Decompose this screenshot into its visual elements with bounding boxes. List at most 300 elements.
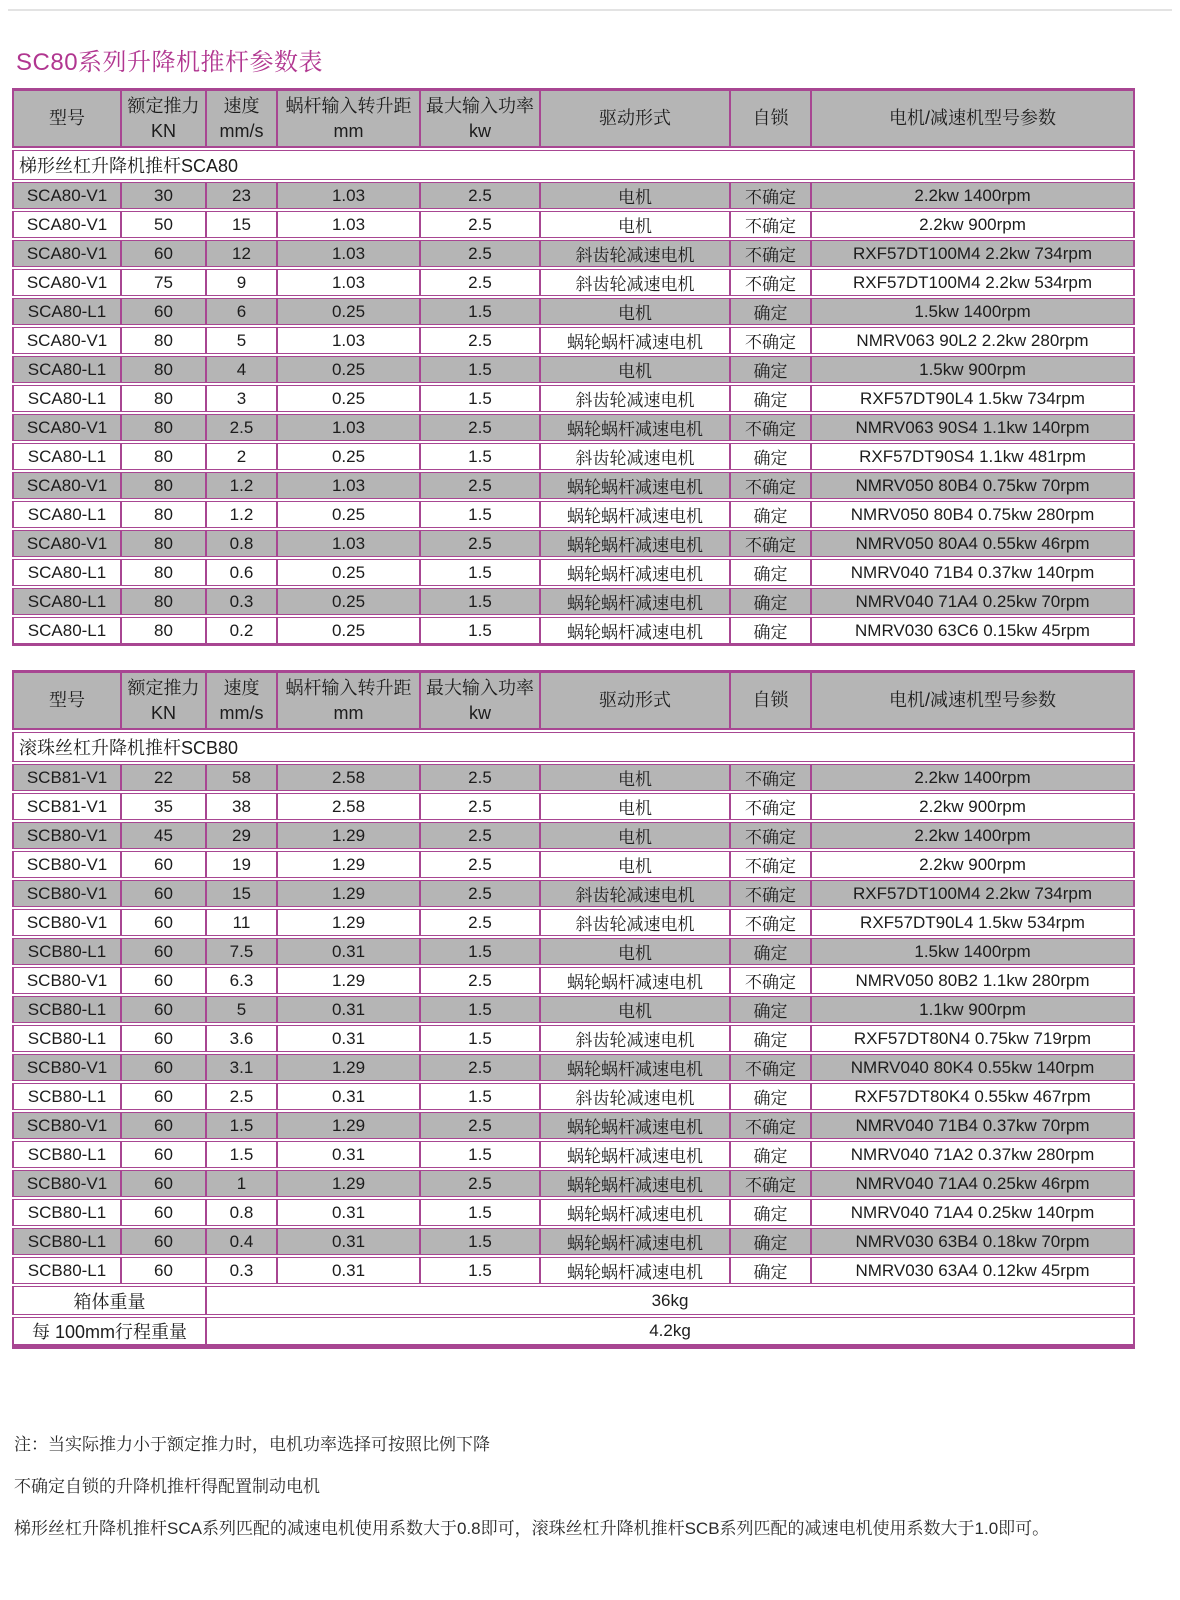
table-cell: 2.5: [420, 414, 540, 441]
table-cell: 5: [206, 996, 277, 1023]
table-cell: 斜齿轮减速电机: [540, 880, 730, 907]
table-cell: 确定: [730, 356, 811, 383]
table-cell: 蜗轮蜗杆减速电机: [540, 530, 730, 557]
table-cell: NMRV030 63B4 0.18kw 70rpm: [811, 1228, 1135, 1255]
table-row: [12, 1257, 1135, 1284]
table-cell: SCA80-L1: [12, 559, 121, 586]
table-cell: SCB80-V1: [12, 851, 121, 878]
table-row: [12, 356, 1135, 383]
table-cell: 2.5: [420, 1112, 540, 1139]
note-line: 梯形丝杠升降机推杆SCA系列匹配的减速电机使用系数大于0.8即可，滚珠丝杠升降机推杆SCB系列匹配的减速电机使用系数大于1.0即可。: [14, 1518, 1050, 1538]
table-cell: 确定: [730, 1257, 811, 1284]
table-cell: 确定: [730, 588, 811, 615]
table-cell: 0.25: [277, 559, 420, 586]
table-row: [12, 1025, 1135, 1052]
table-cell: 80: [121, 559, 206, 586]
header-row: [12, 670, 1135, 730]
table-cell: 2.5: [420, 1054, 540, 1081]
table-cell: 80: [121, 501, 206, 528]
table-cell: 0.25: [277, 356, 420, 383]
table-cell: 11: [206, 909, 277, 936]
column-label: 自锁: [752, 108, 789, 129]
table-cell: 1.5: [206, 1112, 277, 1139]
table-cell: 不确定: [730, 182, 811, 209]
table-row: [12, 588, 1135, 615]
table-cell: 4: [206, 356, 277, 383]
table-row: [12, 1112, 1135, 1139]
table-cell: SCA80-L1: [12, 298, 121, 325]
table-cell: 60: [121, 967, 206, 994]
table-cell: 1.29: [277, 1170, 420, 1197]
table-cell: 1.5: [420, 617, 540, 646]
column-label: 电机/减速机型号参数: [888, 108, 1056, 129]
table-cell: 确定: [730, 559, 811, 586]
column-label: 驱动形式: [599, 108, 671, 129]
table-cell: 不确定: [730, 851, 811, 878]
table-cell: 1: [206, 1170, 277, 1197]
table-cell: NMRV040 71B4 0.37kw 70rpm: [811, 1112, 1135, 1139]
table-cell: 1.5: [420, 501, 540, 528]
table-cell: SCA80-V1: [12, 414, 121, 441]
column-label: 速度: [223, 678, 260, 699]
table-cell: SCB81-V1: [12, 764, 121, 791]
notes: [14, 1430, 1164, 1555]
table-cell: 60: [121, 1112, 206, 1139]
column-unit: KN: [150, 120, 176, 141]
table-cell: 蜗轮蜗杆减速电机: [540, 1199, 730, 1226]
table-cell: 60: [121, 1199, 206, 1226]
table-cell: SCA80-L1: [12, 501, 121, 528]
table-cell: 1.1kw 900rpm: [811, 996, 1135, 1023]
table-cell: NMRV040 71B4 0.37kw 140rpm: [811, 559, 1135, 586]
table-cell: 确定: [730, 1228, 811, 1255]
tables-container: [12, 86, 1137, 1371]
table-cell: 6.3: [206, 967, 277, 994]
table-cell: SCB80-V1: [12, 880, 121, 907]
table-cell: 0.3: [206, 1257, 277, 1284]
table-cell: 1.5: [420, 996, 540, 1023]
table-cell: 1.03: [277, 327, 420, 354]
table-cell: 2.5: [420, 793, 540, 820]
table-cell: 12: [206, 240, 277, 267]
table-row: [12, 472, 1135, 499]
table-cell: 1.2: [206, 472, 277, 499]
table-cell: 29: [206, 822, 277, 849]
table-cell: 0.31: [277, 1141, 420, 1168]
table-cell: SCA80-L1: [12, 588, 121, 615]
table-cell: SCB80-V1: [12, 1054, 121, 1081]
table-cell: 不确定: [730, 1112, 811, 1139]
column-header-4: [420, 670, 540, 730]
table-cell: 确定: [730, 443, 811, 470]
column-header-2: [206, 88, 277, 148]
table-cell: 确定: [730, 1083, 811, 1110]
table-cell: RXF57DT90S4 1.1kw 481rpm: [811, 443, 1135, 470]
column-header-7: [811, 88, 1135, 148]
table-cell: 不确定: [730, 764, 811, 791]
table-cell: 3.1: [206, 1054, 277, 1081]
table-cell: 1.5: [420, 356, 540, 383]
table-cell: RXF57DT100M4 2.2kw 734rpm: [811, 880, 1135, 907]
table-row: [12, 938, 1135, 965]
table-cell: 蜗轮蜗杆减速电机: [540, 967, 730, 994]
table-cell: 1.5: [420, 1228, 540, 1255]
table-cell: NMRV063 90S4 1.1kw 140rpm: [811, 414, 1135, 441]
table-cell: 蜗轮蜗杆减速电机: [540, 327, 730, 354]
table-cell: 2.5: [206, 1083, 277, 1110]
table-cell: 不确定: [730, 967, 811, 994]
table-cell: 80: [121, 414, 206, 441]
table-row: [12, 385, 1135, 412]
footer-value: 36kg: [206, 1286, 1135, 1315]
table-cell: 7.5: [206, 938, 277, 965]
table-cell: 1.29: [277, 1112, 420, 1139]
column-unit: kw: [469, 120, 491, 141]
column-label: 额定推力: [127, 678, 200, 699]
table-cell: 不确定: [730, 793, 811, 820]
top-rule: [8, 9, 1172, 11]
table-cell: 60: [121, 938, 206, 965]
table-cell: SCB80-L1: [12, 1199, 121, 1226]
table-cell: 不确定: [730, 269, 811, 296]
table-cell: 电机: [540, 356, 730, 383]
table-cell: 2.5: [420, 182, 540, 209]
table-cell: 2.5: [420, 967, 540, 994]
table-cell: 蜗轮蜗杆减速电机: [540, 1141, 730, 1168]
table-cell: NMRV030 63A4 0.12kw 45rpm: [811, 1257, 1135, 1284]
column-header-4: [420, 88, 540, 148]
table-cell: SCB80-L1: [12, 1025, 121, 1052]
table-cell: 2.2kw 1400rpm: [811, 822, 1135, 849]
table-cell: 1.29: [277, 851, 420, 878]
table-cell: 0.31: [277, 1199, 420, 1226]
column-header-3: [277, 670, 420, 730]
column-header-1: [121, 670, 206, 730]
table-cell: 斜齿轮减速电机: [540, 385, 730, 412]
header-row: [12, 88, 1135, 148]
column-label: 型号: [49, 108, 85, 129]
table-row: [12, 967, 1135, 994]
table-cell: 22: [121, 764, 206, 791]
table-cell: NMRV050 80B4 0.75kw 280rpm: [811, 501, 1135, 528]
table-cell: NMRV040 71A4 0.25kw 140rpm: [811, 1199, 1135, 1226]
table-row: [12, 443, 1135, 470]
table-cell: SCA80-L1: [12, 356, 121, 383]
table-cell: 2.5: [420, 909, 540, 936]
table-cell: 0.25: [277, 617, 420, 646]
table-cell: SCA80-V1: [12, 472, 121, 499]
table-cell: NMRV040 71A4 0.25kw 46rpm: [811, 1170, 1135, 1197]
table-row: [12, 617, 1135, 646]
column-label: 额定推力: [127, 96, 200, 117]
table-cell: 1.5: [420, 559, 540, 586]
table-cell: 确定: [730, 938, 811, 965]
table-cell: 不确定: [730, 1054, 811, 1081]
table-cell: 60: [121, 1170, 206, 1197]
table-cell: 1.03: [277, 240, 420, 267]
column-unit: KN: [150, 702, 176, 723]
table-cell: 电机: [540, 298, 730, 325]
table-row: [12, 327, 1135, 354]
table-cell: 2.5: [420, 327, 540, 354]
table-cell: 蜗轮蜗杆减速电机: [540, 1054, 730, 1081]
table-cell: 2.5: [420, 822, 540, 849]
table-cell: 60: [121, 1257, 206, 1284]
table-cell: 0.8: [206, 530, 277, 557]
column-label: 驱动形式: [599, 690, 671, 711]
table-cell: 不确定: [730, 880, 811, 907]
table-cell: 蜗轮蜗杆减速电机: [540, 1228, 730, 1255]
table-cell: 电机: [540, 851, 730, 878]
table-cell: 2.5: [420, 530, 540, 557]
footer-row: [12, 1286, 1135, 1315]
table-cell: 0.6: [206, 559, 277, 586]
table-row: [12, 851, 1135, 878]
table-cell: 不确定: [730, 822, 811, 849]
column-header-6: [730, 670, 811, 730]
table-cell: 0.31: [277, 1257, 420, 1284]
note-line: 不确定自锁的升降机推杆得配置制动电机: [14, 1476, 320, 1496]
column-label: 型号: [49, 690, 85, 711]
table-cell: 1.5: [420, 298, 540, 325]
table-cell: 50: [121, 211, 206, 238]
table-cell: SCB80-L1: [12, 1228, 121, 1255]
table-cell: 80: [121, 617, 206, 646]
table-cell: 0.2: [206, 617, 277, 646]
table-row: [12, 298, 1135, 325]
column-header-2: [206, 670, 277, 730]
table-cell: 确定: [730, 298, 811, 325]
table-cell: 电机: [540, 938, 730, 965]
table-cell: 60: [121, 1083, 206, 1110]
table-cell: 1.5: [420, 938, 540, 965]
table-cell: 1.5: [420, 1141, 540, 1168]
table-cell: 2.2kw 900rpm: [811, 211, 1135, 238]
table-cell: 斜齿轮减速电机: [540, 909, 730, 936]
table-cell: 2.58: [277, 793, 420, 820]
table-cell: NMRV040 71A2 0.37kw 280rpm: [811, 1141, 1135, 1168]
table-cell: 1.03: [277, 414, 420, 441]
table-row: [12, 559, 1135, 586]
table-cell: 1.29: [277, 967, 420, 994]
table-cell: SCA80-V1: [12, 269, 121, 296]
table-cell: 确定: [730, 501, 811, 528]
table-cell: 确定: [730, 1141, 811, 1168]
table-cell: 0.8: [206, 1199, 277, 1226]
table-cell: 蜗轮蜗杆减速电机: [540, 472, 730, 499]
table-cell: 蜗轮蜗杆减速电机: [540, 1170, 730, 1197]
table-cell: 60: [121, 1228, 206, 1255]
table-cell: SCB80-L1: [12, 938, 121, 965]
table-cell: 不确定: [730, 240, 811, 267]
table-row: [12, 414, 1135, 441]
table-cell: 45: [121, 822, 206, 849]
table-cell: 1.03: [277, 211, 420, 238]
column-header-6: [730, 88, 811, 148]
table-cell: 蜗轮蜗杆减速电机: [540, 559, 730, 586]
table-cell: 1.5: [420, 1083, 540, 1110]
table-row: [12, 1228, 1135, 1255]
spec-table-sca80: [12, 86, 1135, 648]
column-header-7: [811, 670, 1135, 730]
table-cell: SCB80-V1: [12, 967, 121, 994]
table-cell: 不确定: [730, 472, 811, 499]
table-cell: 1.03: [277, 530, 420, 557]
table-cell: 电机: [540, 182, 730, 209]
column-header-5: [540, 88, 730, 148]
table-cell: 1.2: [206, 501, 277, 528]
section-title: 梯形丝杠升降机推杆SCA80: [12, 150, 1135, 180]
table-cell: 3: [206, 385, 277, 412]
table-cell: 斜齿轮减速电机: [540, 1025, 730, 1052]
column-header-3: [277, 88, 420, 148]
column-unit: mm: [333, 120, 364, 141]
note-line: 注：当实际推力小于额定推力时，电机功率选择可按照比例下降: [14, 1435, 490, 1454]
table-row: [12, 996, 1135, 1023]
table-row: [12, 880, 1135, 907]
table-cell: 1.29: [277, 822, 420, 849]
table-cell: 75: [121, 269, 206, 296]
table-cell: 80: [121, 588, 206, 615]
table-cell: 0.31: [277, 1025, 420, 1052]
table-cell: 2.2kw 900rpm: [811, 793, 1135, 820]
table-cell: 确定: [730, 996, 811, 1023]
table-cell: SCA80-V1: [12, 327, 121, 354]
table-cell: 9: [206, 269, 277, 296]
table-cell: 15: [206, 211, 277, 238]
table-cell: 确定: [730, 1199, 811, 1226]
table-cell: 蜗轮蜗杆减速电机: [540, 588, 730, 615]
table-cell: NMRV063 90L2 2.2kw 280rpm: [811, 327, 1135, 354]
column-unit: mm/s: [219, 702, 264, 723]
table-cell: 确定: [730, 385, 811, 412]
table-cell: 60: [121, 1141, 206, 1168]
section-title: 滚珠丝杠升降机推杆SCB80: [12, 732, 1135, 762]
table-cell: 80: [121, 327, 206, 354]
table-cell: RXF57DT80K4 0.55kw 467rpm: [811, 1083, 1135, 1110]
table-cell: 电机: [540, 793, 730, 820]
table-row: [12, 1054, 1135, 1081]
table-row: [12, 1083, 1135, 1110]
table-row: [12, 269, 1135, 296]
table-cell: 不确定: [730, 530, 811, 557]
table-cell: 2.5: [420, 472, 540, 499]
table-cell: SCB81-V1: [12, 793, 121, 820]
table-cell: 0.25: [277, 501, 420, 528]
table-cell: 不确定: [730, 414, 811, 441]
table-cell: SCB80-V1: [12, 909, 121, 936]
table-cell: 电机: [540, 822, 730, 849]
table-row: [12, 240, 1135, 267]
table-cell: 5: [206, 327, 277, 354]
table-cell: 0.25: [277, 385, 420, 412]
table-cell: 1.29: [277, 909, 420, 936]
table-cell: 60: [121, 996, 206, 1023]
table-cell: 蜗轮蜗杆减速电机: [540, 414, 730, 441]
table-cell: SCA80-V1: [12, 211, 121, 238]
table-cell: SCB80-V1: [12, 1170, 121, 1197]
table-cell: 0.25: [277, 588, 420, 615]
table-cell: RXF57DT90L4 1.5kw 534rpm: [811, 909, 1135, 936]
table-cell: 2.5: [420, 240, 540, 267]
table-cell: 3.6: [206, 1025, 277, 1052]
table-cell: 1.03: [277, 269, 420, 296]
table-cell: NMRV040 80K4 0.55kw 140rpm: [811, 1054, 1135, 1081]
table-cell: NMRV050 80A4 0.55kw 46rpm: [811, 530, 1135, 557]
table-cell: 1.03: [277, 182, 420, 209]
table-cell: 35: [121, 793, 206, 820]
table-cell: 60: [121, 1054, 206, 1081]
table-cell: NMRV030 63C6 0.15kw 45rpm: [811, 617, 1135, 646]
column-label: 自锁: [752, 690, 789, 711]
table-cell: 19: [206, 851, 277, 878]
table-cell: 斜齿轮减速电机: [540, 240, 730, 267]
table-cell: 1.5: [420, 588, 540, 615]
table-cell: 58: [206, 764, 277, 791]
table-cell: SCB80-L1: [12, 996, 121, 1023]
table-cell: RXF57DT80N4 0.75kw 719rpm: [811, 1025, 1135, 1052]
table-row: [12, 182, 1135, 209]
footer-label: 箱体重量: [12, 1286, 206, 1315]
column-unit: mm: [333, 702, 364, 723]
table-cell: RXF57DT100M4 2.2kw 734rpm: [811, 240, 1135, 267]
table-cell: RXF57DT100M4 2.2kw 534rpm: [811, 269, 1135, 296]
column-header-5: [540, 670, 730, 730]
table-cell: 1.29: [277, 1054, 420, 1081]
table-cell: 30: [121, 182, 206, 209]
table-cell: 不确定: [730, 327, 811, 354]
table-cell: 蜗轮蜗杆减速电机: [540, 501, 730, 528]
table-cell: 1.5: [420, 1199, 540, 1226]
table-row: [12, 211, 1135, 238]
table-cell: 38: [206, 793, 277, 820]
table-cell: SCB80-V1: [12, 1112, 121, 1139]
table-cell: SCB80-V1: [12, 822, 121, 849]
table-cell: 斜齿轮减速电机: [540, 443, 730, 470]
spec-table-scb80: [12, 668, 1135, 1351]
table-cell: 2.58: [277, 764, 420, 791]
table-cell: 2.5: [420, 211, 540, 238]
table-cell: 2.2kw 900rpm: [811, 851, 1135, 878]
footer-value: 4.2kg: [206, 1317, 1135, 1349]
table-cell: RXF57DT90L4 1.5kw 734rpm: [811, 385, 1135, 412]
column-header-1: [121, 88, 206, 148]
table-cell: NMRV040 71A4 0.25kw 70rpm: [811, 588, 1135, 615]
table-cell: 0.31: [277, 938, 420, 965]
table-cell: 1.5kw 1400rpm: [811, 938, 1135, 965]
page-title: SC80系列升降机推杆参数表: [16, 49, 324, 76]
table-cell: 60: [121, 880, 206, 907]
table-cell: 60: [121, 240, 206, 267]
table-cell: 2: [206, 443, 277, 470]
table-cell: 斜齿轮减速电机: [540, 1083, 730, 1110]
table-cell: 60: [121, 851, 206, 878]
table-cell: 80: [121, 385, 206, 412]
column-unit: kw: [469, 702, 491, 723]
table-cell: 15: [206, 880, 277, 907]
table-cell: 1.5kw 900rpm: [811, 356, 1135, 383]
table-cell: 2.5: [420, 880, 540, 907]
column-unit: mm/s: [219, 120, 264, 141]
column-label: 蜗杆输入转升距: [285, 678, 412, 699]
table-cell: SCA80-V1: [12, 530, 121, 557]
table-cell: 电机: [540, 996, 730, 1023]
table-cell: 2.2kw 1400rpm: [811, 764, 1135, 791]
column-label: 速度: [223, 96, 260, 117]
table-cell: 1.5: [420, 1257, 540, 1284]
table-cell: 0.25: [277, 443, 420, 470]
table-row: [12, 530, 1135, 557]
